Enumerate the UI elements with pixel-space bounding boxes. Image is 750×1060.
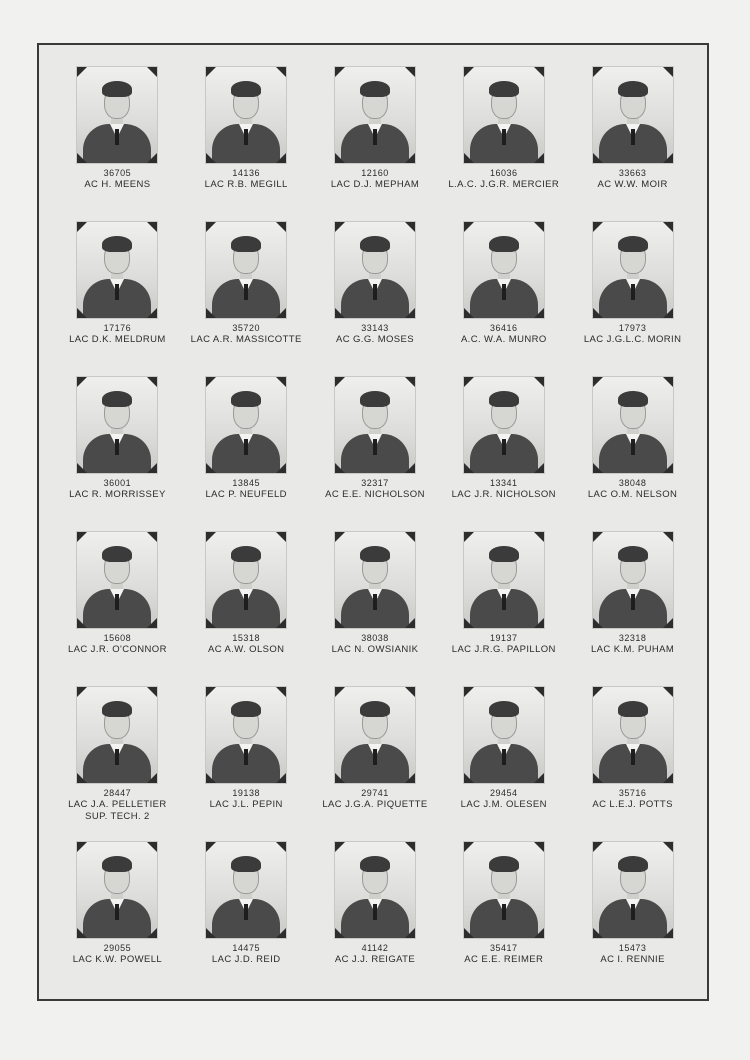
portrait-photo bbox=[335, 687, 415, 783]
photo-corner bbox=[464, 222, 476, 234]
rank-name: LAC K.W. POWELL bbox=[72, 954, 163, 965]
portrait-grid bbox=[53, 61, 697, 991]
photo-corner bbox=[464, 616, 476, 628]
photo-corner bbox=[274, 842, 286, 854]
rank-name: A.C. W.A. MUNRO bbox=[460, 334, 547, 345]
photo-corner bbox=[464, 67, 476, 79]
rank-name: LAC J.A. PELLETIER bbox=[68, 799, 167, 810]
photo-corner bbox=[335, 67, 347, 79]
portrait-photo bbox=[464, 842, 544, 938]
photo-corner bbox=[145, 306, 157, 318]
rank-name: AC L.E.J. POTTS bbox=[592, 799, 673, 810]
service-number: 33663 bbox=[618, 168, 647, 178]
photo-corner bbox=[593, 926, 605, 938]
rank-name: AC I. RENNIE bbox=[600, 954, 665, 965]
portrait-photo bbox=[335, 67, 415, 163]
photo-corner bbox=[77, 616, 89, 628]
portrait-photo bbox=[593, 532, 673, 628]
photo-corner bbox=[532, 67, 544, 79]
photo-corner bbox=[77, 151, 89, 163]
portrait-card bbox=[311, 681, 440, 836]
photo-page bbox=[37, 43, 709, 1001]
portrait-card bbox=[568, 61, 697, 216]
photo-corner bbox=[274, 306, 286, 318]
portrait-photo bbox=[593, 222, 673, 318]
rank-name: LAC J.G.L.C. MORIN bbox=[583, 334, 682, 345]
portrait-card bbox=[53, 216, 182, 371]
portrait-photo bbox=[593, 842, 673, 938]
rank-name: LAC J.D. REID bbox=[211, 954, 281, 965]
portrait-photo bbox=[464, 222, 544, 318]
photo-corner bbox=[206, 616, 218, 628]
portrait-photo bbox=[77, 532, 157, 628]
service-number: 15608 bbox=[103, 633, 132, 643]
photo-corner bbox=[593, 151, 605, 163]
photo-corner bbox=[206, 842, 218, 854]
photo-corner bbox=[403, 687, 415, 699]
photo-corner bbox=[274, 377, 286, 389]
rank-name: LAC J.R.G. PAPILLON bbox=[451, 644, 556, 655]
photo-corner bbox=[593, 532, 605, 544]
photo-corner bbox=[464, 532, 476, 544]
portrait-card bbox=[182, 371, 311, 526]
service-number: 33143 bbox=[361, 323, 389, 333]
photo-corner bbox=[532, 461, 544, 473]
photo-corner bbox=[77, 771, 89, 783]
photo-corner bbox=[593, 377, 605, 389]
photo-corner bbox=[464, 771, 476, 783]
trade-qualification: SUP. TECH. 2 bbox=[85, 811, 150, 822]
portrait-card bbox=[568, 371, 697, 526]
rank-name: AC E.E. NICHOLSON bbox=[325, 489, 425, 500]
photo-corner bbox=[593, 306, 605, 318]
photo-corner bbox=[403, 306, 415, 318]
photo-corner bbox=[661, 532, 673, 544]
photo-corner bbox=[403, 222, 415, 234]
photo-corner bbox=[335, 222, 347, 234]
photo-corner bbox=[77, 222, 89, 234]
photo-corner bbox=[274, 532, 286, 544]
portrait-photo bbox=[464, 532, 544, 628]
photo-corner bbox=[403, 151, 415, 163]
rank-name: LAC R.B. MEGILL bbox=[204, 179, 288, 190]
portrait-photo bbox=[335, 377, 415, 473]
photo-corner bbox=[403, 842, 415, 854]
service-number: 36705 bbox=[103, 168, 132, 178]
service-number: 29454 bbox=[490, 788, 518, 798]
photo-corner bbox=[335, 151, 347, 163]
portrait-card bbox=[53, 371, 182, 526]
service-number: 14136 bbox=[232, 168, 260, 178]
portrait-card bbox=[439, 61, 568, 216]
rank-name: AC H. MEENS bbox=[84, 179, 151, 190]
photo-corner bbox=[464, 687, 476, 699]
portrait-card bbox=[311, 526, 440, 681]
photo-corner bbox=[661, 842, 673, 854]
rank-name: LAC A.R. MASSICOTTE bbox=[190, 334, 302, 345]
rank-name: AC G.G. MOSES bbox=[335, 334, 415, 345]
photo-corner bbox=[77, 67, 89, 79]
photo-corner bbox=[335, 616, 347, 628]
photo-corner bbox=[335, 532, 347, 544]
rank-name: LAC K.M. PUHAM bbox=[590, 644, 675, 655]
rank-name: LAC D.J. MEPHAM bbox=[330, 179, 420, 190]
portrait-photo bbox=[77, 842, 157, 938]
portrait-photo bbox=[206, 687, 286, 783]
portrait-card bbox=[439, 681, 568, 836]
service-number: 28447 bbox=[103, 788, 132, 798]
photo-corner bbox=[145, 67, 157, 79]
portrait-card bbox=[439, 526, 568, 681]
service-number: 36416 bbox=[490, 323, 518, 333]
rank-name: AC E.E. REIMER bbox=[464, 954, 544, 965]
portrait-card bbox=[311, 61, 440, 216]
service-number: 35716 bbox=[618, 788, 647, 798]
photo-corner bbox=[661, 377, 673, 389]
portrait-card bbox=[311, 836, 440, 991]
portrait-card bbox=[439, 836, 568, 991]
service-number: 17176 bbox=[103, 323, 132, 333]
service-number: 38038 bbox=[361, 633, 389, 643]
portrait-card bbox=[53, 836, 182, 991]
photo-corner bbox=[532, 771, 544, 783]
portrait-photo bbox=[464, 687, 544, 783]
portrait-photo bbox=[335, 842, 415, 938]
rank-name: AC J.J. REIGATE bbox=[334, 954, 416, 965]
service-number: 36001 bbox=[103, 478, 132, 488]
photo-corner bbox=[77, 377, 89, 389]
service-number: 32318 bbox=[618, 633, 647, 643]
photo-corner bbox=[274, 461, 286, 473]
photo-corner bbox=[403, 616, 415, 628]
photo-corner bbox=[77, 687, 89, 699]
portrait-card bbox=[311, 371, 440, 526]
photo-corner bbox=[661, 67, 673, 79]
photo-corner bbox=[464, 842, 476, 854]
photo-corner bbox=[593, 842, 605, 854]
photo-corner bbox=[145, 151, 157, 163]
photo-corner bbox=[145, 687, 157, 699]
photo-corner bbox=[593, 67, 605, 79]
photo-corner bbox=[335, 306, 347, 318]
portrait-photo bbox=[593, 377, 673, 473]
photo-corner bbox=[403, 461, 415, 473]
portrait-card bbox=[311, 216, 440, 371]
rank-name: LAC D.K. MELDRUM bbox=[69, 334, 166, 345]
photo-corner bbox=[532, 151, 544, 163]
photo-corner bbox=[145, 377, 157, 389]
photo-corner bbox=[532, 687, 544, 699]
photo-corner bbox=[593, 461, 605, 473]
portrait-photo bbox=[206, 842, 286, 938]
photo-corner bbox=[335, 771, 347, 783]
rank-name: LAC J.G.A. PIQUETTE bbox=[322, 799, 428, 810]
service-number: 15318 bbox=[232, 633, 260, 643]
photo-corner bbox=[145, 842, 157, 854]
portrait-card bbox=[53, 526, 182, 681]
photo-corner bbox=[532, 926, 544, 938]
service-number: 29741 bbox=[361, 788, 389, 798]
photo-corner bbox=[335, 842, 347, 854]
service-number: 35417 bbox=[490, 943, 518, 953]
service-number: 19137 bbox=[490, 633, 518, 643]
rank-name: LAC R. MORRISSEY bbox=[69, 489, 166, 500]
photo-corner bbox=[661, 306, 673, 318]
service-number: 13341 bbox=[490, 478, 518, 488]
photo-corner bbox=[206, 461, 218, 473]
photo-corner bbox=[532, 616, 544, 628]
portrait-card bbox=[182, 216, 311, 371]
service-number: 41142 bbox=[361, 943, 389, 953]
portrait-card bbox=[568, 836, 697, 991]
portrait-card bbox=[182, 61, 311, 216]
portrait-card bbox=[568, 216, 697, 371]
photo-corner bbox=[661, 687, 673, 699]
rank-name: AC W.W. MOIR bbox=[597, 179, 668, 190]
service-number: 13845 bbox=[232, 478, 260, 488]
photo-corner bbox=[206, 532, 218, 544]
photo-corner bbox=[661, 616, 673, 628]
portrait-card bbox=[439, 371, 568, 526]
portrait-photo bbox=[77, 687, 157, 783]
photo-corner bbox=[274, 771, 286, 783]
service-number: 16036 bbox=[490, 168, 518, 178]
photo-corner bbox=[661, 151, 673, 163]
photo-corner bbox=[532, 306, 544, 318]
photo-corner bbox=[145, 532, 157, 544]
photo-corner bbox=[403, 67, 415, 79]
portrait-photo bbox=[593, 687, 673, 783]
portrait-photo bbox=[77, 377, 157, 473]
photo-corner bbox=[464, 377, 476, 389]
rank-name: LAC O.M. NELSON bbox=[587, 489, 678, 500]
photo-corner bbox=[206, 687, 218, 699]
photo-corner bbox=[145, 461, 157, 473]
photo-corner bbox=[335, 461, 347, 473]
photo-corner bbox=[77, 532, 89, 544]
rank-name: AC A.W. OLSON bbox=[207, 644, 285, 655]
portrait-photo bbox=[77, 67, 157, 163]
photo-corner bbox=[464, 926, 476, 938]
photo-corner bbox=[274, 687, 286, 699]
service-number: 12160 bbox=[361, 168, 389, 178]
photo-corner bbox=[661, 461, 673, 473]
portrait-card bbox=[182, 526, 311, 681]
photo-corner bbox=[661, 222, 673, 234]
portrait-photo bbox=[206, 67, 286, 163]
photo-corner bbox=[206, 926, 218, 938]
photo-corner bbox=[403, 377, 415, 389]
photo-corner bbox=[274, 926, 286, 938]
portrait-photo bbox=[464, 67, 544, 163]
photo-corner bbox=[403, 926, 415, 938]
portrait-card bbox=[182, 681, 311, 836]
portrait-photo bbox=[206, 222, 286, 318]
service-number: 38048 bbox=[618, 478, 647, 488]
photo-corner bbox=[335, 687, 347, 699]
photo-corner bbox=[593, 771, 605, 783]
photo-corner bbox=[464, 461, 476, 473]
service-number: 19138 bbox=[232, 788, 260, 798]
service-number: 17973 bbox=[618, 323, 647, 333]
rank-name: LAC J.R. O'CONNOR bbox=[67, 644, 167, 655]
portrait-card bbox=[568, 526, 697, 681]
service-number: 32317 bbox=[361, 478, 389, 488]
photo-corner bbox=[77, 461, 89, 473]
portrait-photo bbox=[335, 222, 415, 318]
photo-corner bbox=[532, 222, 544, 234]
photo-corner bbox=[77, 842, 89, 854]
rank-name: LAC J.L. PEPIN bbox=[209, 799, 283, 810]
portrait-card bbox=[53, 61, 182, 216]
photo-corner bbox=[274, 67, 286, 79]
photo-corner bbox=[335, 926, 347, 938]
service-number: 35720 bbox=[232, 323, 260, 333]
photo-corner bbox=[206, 306, 218, 318]
photo-corner bbox=[661, 926, 673, 938]
photo-corner bbox=[593, 222, 605, 234]
portrait-photo bbox=[77, 222, 157, 318]
rank-name: LAC J.R. NICHOLSON bbox=[451, 489, 556, 500]
portrait-card bbox=[439, 216, 568, 371]
photo-corner bbox=[593, 616, 605, 628]
photo-corner bbox=[274, 616, 286, 628]
rank-name: LAC J.M. OLESEN bbox=[460, 799, 547, 810]
photo-corner bbox=[145, 222, 157, 234]
photo-corner bbox=[77, 926, 89, 938]
photo-corner bbox=[464, 306, 476, 318]
photo-corner bbox=[206, 222, 218, 234]
portrait-photo bbox=[464, 377, 544, 473]
photo-corner bbox=[274, 222, 286, 234]
photo-corner bbox=[77, 306, 89, 318]
rank-name: L.A.C. J.G.R. MERCIER bbox=[448, 179, 560, 190]
portrait-photo bbox=[206, 532, 286, 628]
photo-corner bbox=[403, 771, 415, 783]
photo-corner bbox=[206, 771, 218, 783]
portrait-card bbox=[53, 681, 182, 836]
service-number: 14475 bbox=[232, 943, 260, 953]
portrait-card bbox=[182, 836, 311, 991]
rank-name: LAC N. OWSIANIK bbox=[331, 644, 419, 655]
service-number: 15473 bbox=[618, 943, 647, 953]
photo-corner bbox=[335, 377, 347, 389]
photo-corner bbox=[274, 151, 286, 163]
photo-corner bbox=[661, 771, 673, 783]
portrait-photo bbox=[206, 377, 286, 473]
photo-corner bbox=[464, 151, 476, 163]
photo-corner bbox=[532, 532, 544, 544]
photo-corner bbox=[145, 771, 157, 783]
photo-corner bbox=[532, 842, 544, 854]
photo-corner bbox=[532, 377, 544, 389]
photo-corner bbox=[593, 687, 605, 699]
photo-corner bbox=[145, 616, 157, 628]
rank-name: LAC P. NEUFELD bbox=[205, 489, 287, 500]
photo-corner bbox=[145, 926, 157, 938]
photo-corner bbox=[206, 377, 218, 389]
photo-corner bbox=[206, 151, 218, 163]
service-number: 29055 bbox=[103, 943, 132, 953]
portrait-photo bbox=[335, 532, 415, 628]
portrait-card bbox=[568, 681, 697, 836]
photo-corner bbox=[206, 67, 218, 79]
photo-corner bbox=[403, 532, 415, 544]
portrait-photo bbox=[593, 67, 673, 163]
